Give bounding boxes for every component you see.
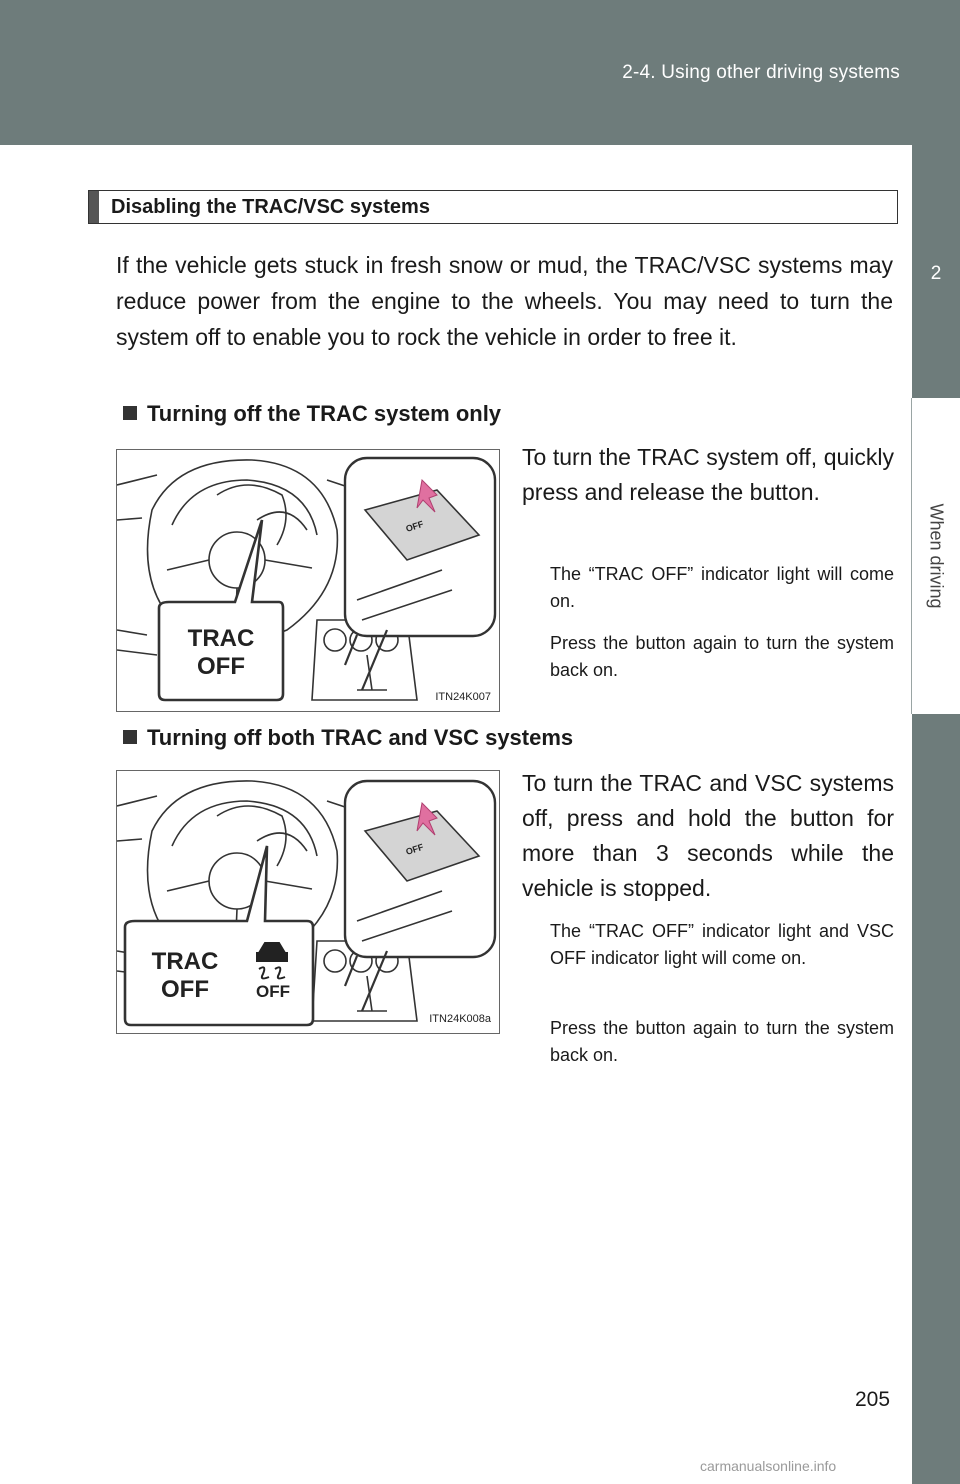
- figure-code: ITN24K008a: [429, 1013, 491, 1025]
- button-label: OFF: [404, 841, 425, 857]
- instruction-trac-vsc: To turn the TRAC and VSC systems off, press and hold the button for more than 3 seconds while the vehicle is stopped.: [522, 770, 894, 901]
- page-number: 205: [855, 1388, 891, 1411]
- callout-line2: OFF: [161, 976, 209, 1003]
- callout-line1: TRAC: [151, 948, 219, 975]
- square-bullet-icon: [123, 730, 137, 744]
- subsection-heading-trac-vsc: [123, 725, 573, 751]
- square-bullet-icon: [123, 406, 137, 420]
- subsection-heading-text: Turning off the TRAC system only: [147, 401, 502, 426]
- steering-wheel-inner: [172, 801, 317, 856]
- note-turn-back-on: Press the button again to turn the system back on.: [550, 1018, 894, 1065]
- note-turn-back-on: Press the button again to turn the system back on.: [550, 633, 894, 680]
- page-header: [0, 0, 960, 145]
- figure-trac-off: [116, 449, 500, 712]
- dashboard-illustration: [117, 450, 500, 712]
- callout-line2: OFF: [197, 653, 245, 680]
- steering-wheel-inner: [172, 480, 317, 535]
- chapter-tab: [912, 145, 960, 398]
- vsc-off-label: OFF: [256, 982, 290, 1001]
- section-title: Disabling the TRAC/VSC systems: [111, 196, 430, 218]
- subsection-heading-text: Turning off both TRAC and VSC systems: [147, 725, 574, 750]
- chapter-label: When driving: [926, 503, 947, 609]
- subsection-heading-trac-only: [123, 401, 501, 427]
- section-marker: [89, 191, 99, 223]
- callout-line1: TRAC: [187, 625, 255, 652]
- pointer-line: [345, 630, 387, 690]
- watermark: carmanualsonline.info: [700, 1458, 837, 1474]
- instruction-trac-only: To turn the TRAC system off, quickly press and release the button.: [522, 444, 894, 505]
- button-label: OFF: [404, 518, 425, 534]
- breadcrumb: 2-4. Using other driving systems: [622, 62, 900, 83]
- chapter-number: 2: [930, 263, 942, 284]
- shift-lever: [357, 976, 387, 1011]
- intro-paragraph: If the vehicle gets stuck in fresh snow or mud, the TRAC/VSC systems may reduce power from the engine to the wheels. You may need to turn the system off to enable you to rock the vehicle in order to free it.: [116, 252, 893, 350]
- note-indicator-trac: The “TRAC OFF” indicator light will come on.: [550, 564, 894, 611]
- figure-trac-vsc-off: [116, 770, 500, 1034]
- figure-code: ITN24K007: [435, 691, 491, 703]
- shift-lever: [357, 655, 387, 690]
- pointer-line: [345, 951, 387, 1011]
- dashboard-illustration: [117, 771, 500, 1034]
- side-strip: [912, 714, 960, 1484]
- chapter-label-tab: [911, 398, 960, 714]
- note-indicator-trac-vsc: The “TRAC OFF” indicator light and VSC OFF indicator light will come on.: [550, 921, 894, 968]
- section-title-bar: [88, 190, 898, 224]
